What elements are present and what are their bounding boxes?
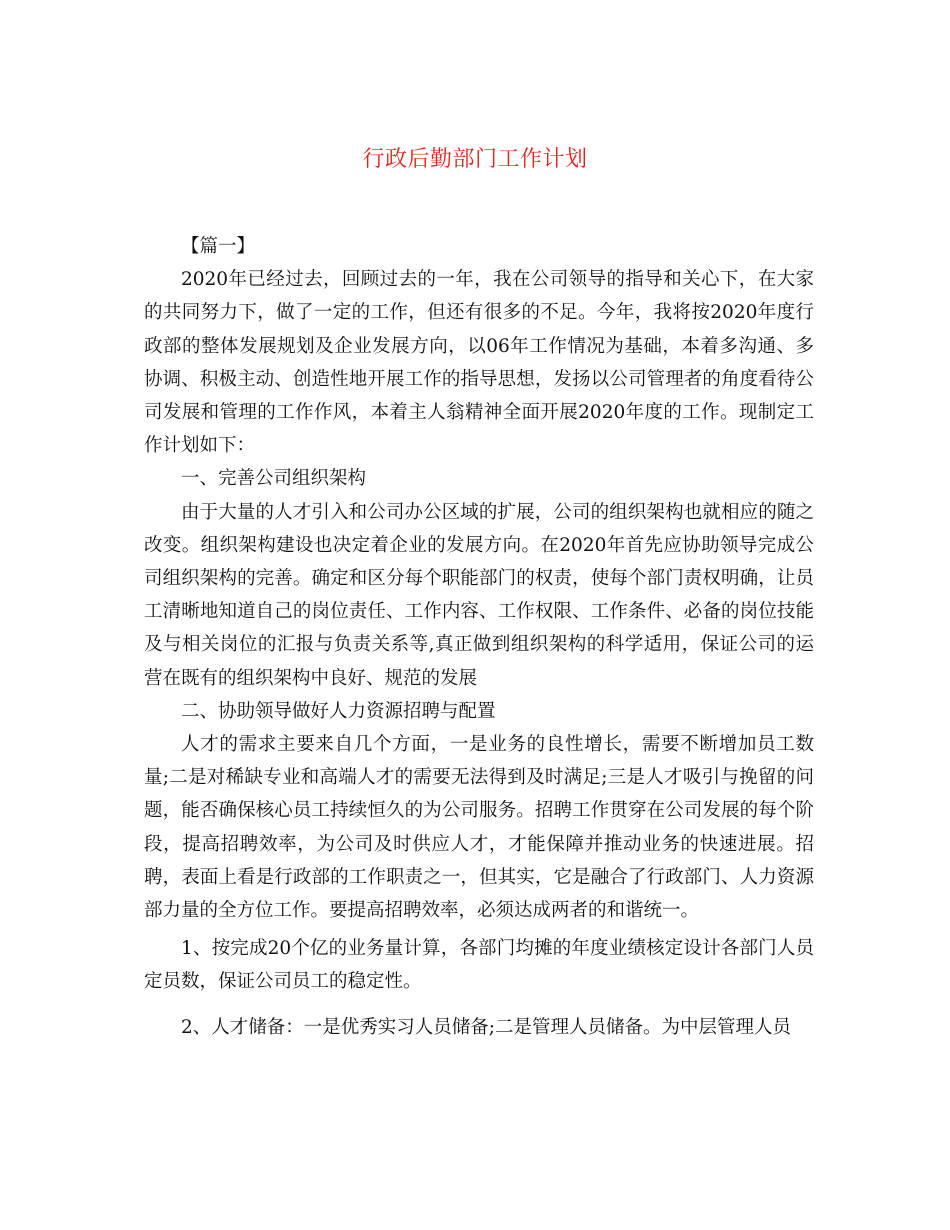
heading-2: 二、协助领导做好人力资源招聘与配置: [181, 700, 496, 722]
document-body: [144, 230, 814, 1044]
heading-1: 一、完善公司组织架构: [181, 468, 367, 490]
list-item-1: 1、按完成20个亿的业务量计算，各部门均摊的年度业绩核定设计各部门人员定员数，保证公司员工的稳定性。: [144, 938, 814, 993]
paragraph-recruitment: 人才的需求主要来自几个方面，一是业务的良性增长，需要不断增加员工数量;二是对稀缺专业和高端人才的需要无法得到及时满足;三是人才吸引与挽留的问题，能否确保核心员工持续恒久的为公司服务。招聘工作贯穿在公司发展的每个阶段，提高招聘效率，为公司及时供应人才，才能保障并推动业务的快速进展。招聘，表面上看是行政部的工作职责之一，但其实，它是融合了行政部门、人力资源部力量的全方位工作。要提高招聘效率，必须达成两者的和谐统一。: [144, 734, 814, 922]
list-item-2: 2、人才储备：一是优秀实习人员储备;二是管理人员储备。为中层管理人员: [181, 1016, 792, 1038]
paragraph-intro: 2020年已经过去，回顾过去的一年，我在公司领导的指导和关心下，在大家的共同努力下，做了一定的工作，但还有很多的不足。今年，我将按2020年度行政部的整体发展规划及企业发展方向，以06年工作情况为基础，本着多沟通、多协调、积极主动、创造性地开展工作的指导思想，发扬以公司管理者的角度看待公司发展和管理的工作作风，本着主人翁精神全面开展2020年度的工作。现制定工作计划如下：: [144, 269, 814, 457]
document-title: 行政后勤部门工作计划: [362, 147, 588, 172]
section-label: 【篇一】: [181, 236, 256, 257]
paragraph-org-structure: 由于大量的人才引入和公司办公区域的扩展，公司的组织架构也就相应的随之改变。组织架构建设也决定着企业的发展方向。在2020年首先应协助领导完成公司组织架构的完善。确定和区分每个职能部门的权责，使每个部门责权明确，让员工清晰地知道自己的岗位责任、工作内容、工作权限、工作条件、必备的岗位技能及与相关岗位的汇报与负责关系等,真正做到组织架构的科学适用，保证公司的运营在既有的组织架构中良好、规范的发展: [144, 501, 814, 689]
